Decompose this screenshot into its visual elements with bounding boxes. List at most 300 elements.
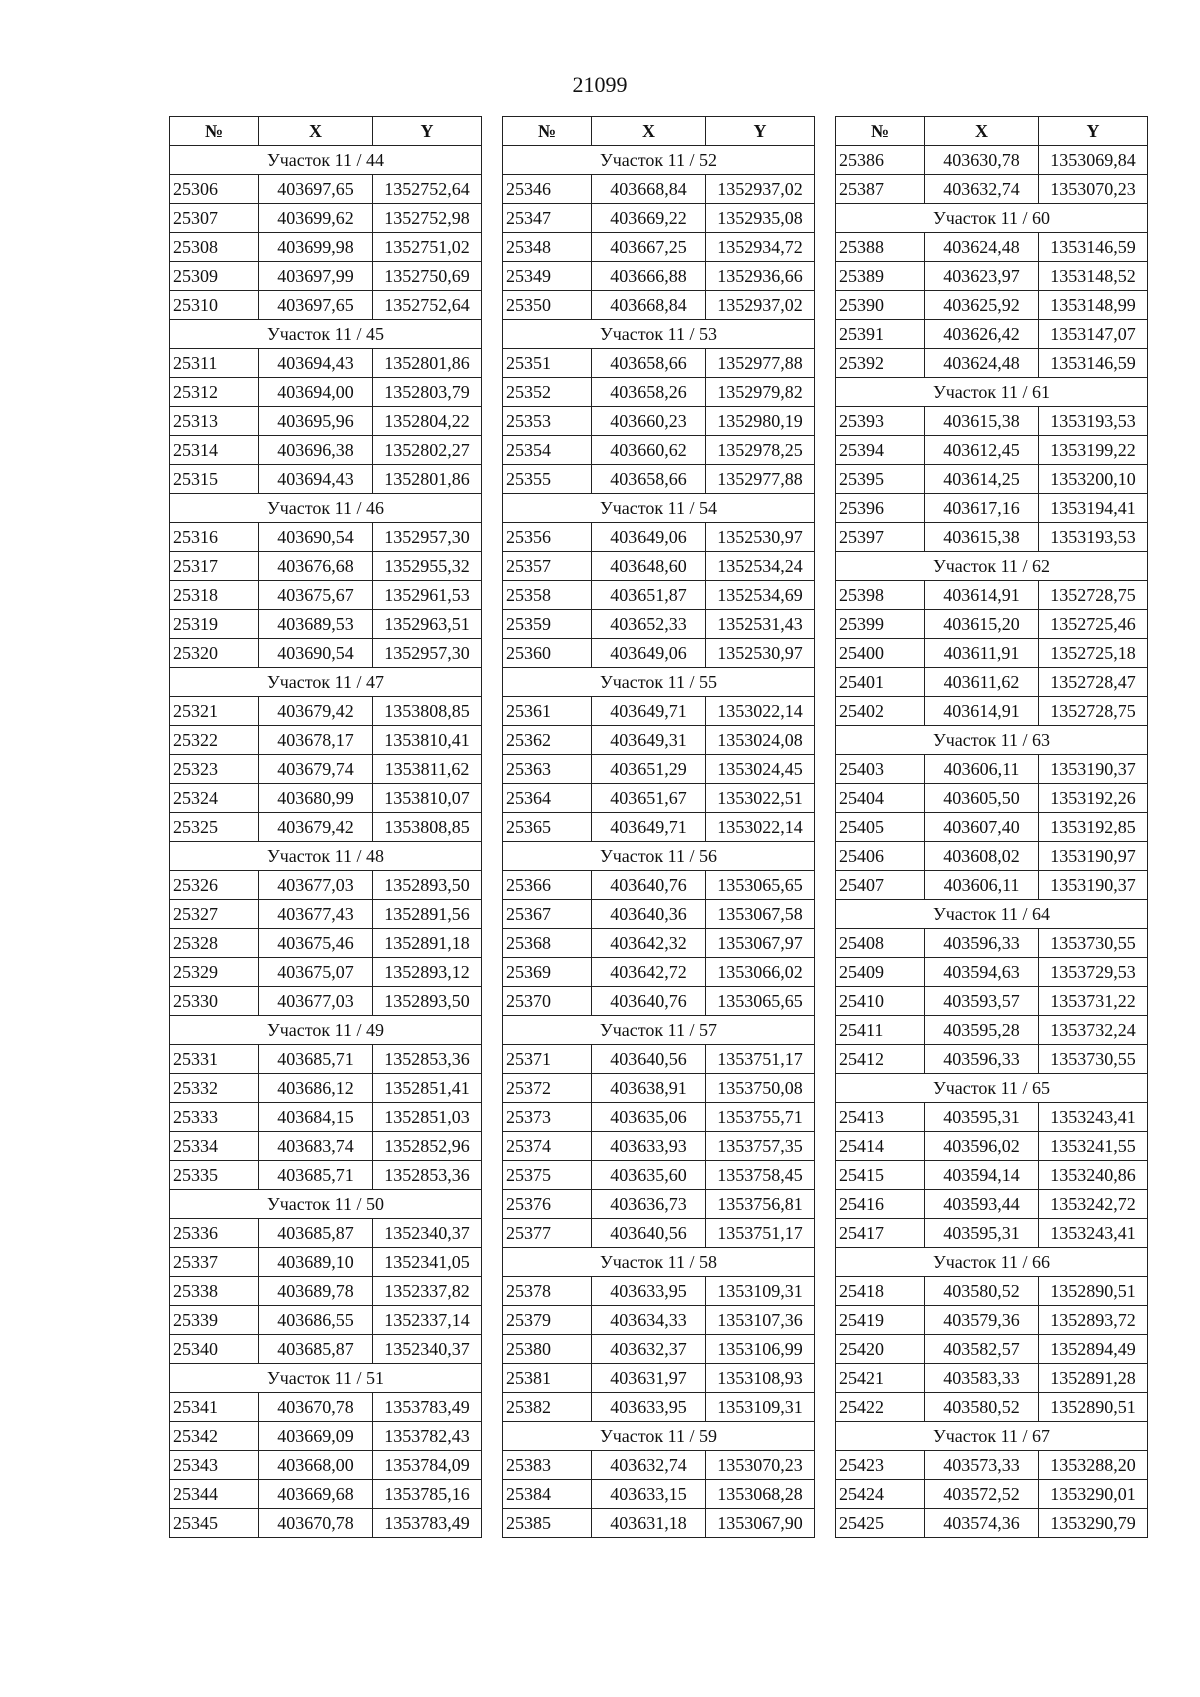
table-row	[836, 407, 1148, 436]
table-row	[503, 987, 815, 1016]
table-row	[836, 1451, 1148, 1480]
point-number-cell: 25368	[503, 929, 592, 958]
table-row	[836, 1364, 1148, 1393]
point-number-cell: 25321	[170, 697, 259, 726]
x-coordinate-cell: 403648,60	[592, 552, 706, 581]
section-title: Участок 11 / 47	[170, 668, 482, 697]
point-number-cell: 25320	[170, 639, 259, 668]
x-coordinate-cell: 403640,76	[592, 871, 706, 900]
x-coordinate-cell: 403635,06	[592, 1103, 706, 1132]
section-title: Участок 11 / 49	[170, 1016, 482, 1045]
section-title: Участок 11 / 60	[836, 204, 1148, 233]
table-row	[836, 581, 1148, 610]
x-coordinate-cell: 403660,23	[592, 407, 706, 436]
section-title: Участок 11 / 51	[170, 1364, 482, 1393]
table-row	[836, 784, 1148, 813]
point-number-cell: 25425	[836, 1509, 925, 1538]
table-row	[170, 407, 482, 436]
point-number-cell: 25328	[170, 929, 259, 958]
x-coordinate-cell: 403670,78	[259, 1509, 373, 1538]
table-row	[503, 1335, 815, 1364]
table-row	[170, 929, 482, 958]
y-coordinate-cell: 1353024,45	[706, 755, 815, 784]
table-row	[836, 958, 1148, 987]
x-coordinate-cell: 403631,18	[592, 1509, 706, 1538]
table-row	[836, 1335, 1148, 1364]
x-coordinate-cell: 403635,60	[592, 1161, 706, 1190]
y-coordinate-cell: 1353190,97	[1039, 842, 1148, 871]
section-row	[836, 1248, 1148, 1277]
point-number-cell: 25372	[503, 1074, 592, 1103]
x-coordinate-cell: 403606,11	[925, 755, 1039, 784]
point-number-cell: 25308	[170, 233, 259, 262]
section-row	[503, 146, 815, 175]
table-row	[170, 1219, 482, 1248]
x-coordinate-cell: 403642,72	[592, 958, 706, 987]
y-coordinate-cell: 1352752,98	[373, 204, 482, 233]
x-coordinate-cell: 403594,63	[925, 958, 1039, 987]
y-coordinate-cell: 1353730,55	[1039, 929, 1148, 958]
point-number-cell: 25412	[836, 1045, 925, 1074]
section-title: Участок 11 / 67	[836, 1422, 1148, 1451]
x-coordinate-cell: 403649,31	[592, 726, 706, 755]
point-number-cell: 25395	[836, 465, 925, 494]
y-coordinate-cell: 1352955,32	[373, 552, 482, 581]
y-coordinate-cell: 1352980,19	[706, 407, 815, 436]
x-coordinate-cell: 403670,78	[259, 1393, 373, 1422]
table-row	[503, 1480, 815, 1509]
table-header-row	[836, 117, 1148, 146]
y-coordinate-cell: 1353785,16	[373, 1480, 482, 1509]
x-coordinate-cell: 403631,97	[592, 1364, 706, 1393]
y-coordinate-cell: 1352890,51	[1039, 1393, 1148, 1422]
section-title: Участок 11 / 65	[836, 1074, 1148, 1103]
table-row	[503, 233, 815, 262]
y-coordinate-cell: 1353290,79	[1039, 1509, 1148, 1538]
table-row	[170, 610, 482, 639]
point-number-cell: 25415	[836, 1161, 925, 1190]
y-coordinate-cell: 1353146,59	[1039, 349, 1148, 378]
x-coordinate-cell: 403679,42	[259, 697, 373, 726]
y-coordinate-cell: 1352961,53	[373, 581, 482, 610]
y-coordinate-cell: 1352725,18	[1039, 639, 1148, 668]
y-coordinate-cell: 1353148,99	[1039, 291, 1148, 320]
section-row	[170, 668, 482, 697]
y-coordinate-cell: 1353070,23	[706, 1451, 815, 1480]
x-coordinate-cell: 403640,56	[592, 1045, 706, 1074]
x-coordinate-cell: 403697,99	[259, 262, 373, 291]
y-coordinate-cell: 1352337,82	[373, 1277, 482, 1306]
x-coordinate-cell: 403632,37	[592, 1335, 706, 1364]
table-row	[503, 465, 815, 494]
table-row	[170, 1306, 482, 1335]
y-coordinate-cell: 1352937,02	[706, 175, 815, 204]
section-title: Участок 11 / 55	[503, 668, 815, 697]
x-coordinate-cell: 403640,76	[592, 987, 706, 1016]
table-row	[836, 813, 1148, 842]
table-row	[170, 1248, 482, 1277]
y-coordinate-cell: 1353756,81	[706, 1190, 815, 1219]
table-row	[503, 726, 815, 755]
table-row	[170, 175, 482, 204]
y-coordinate-cell: 1352851,03	[373, 1103, 482, 1132]
point-number-cell: 25324	[170, 784, 259, 813]
point-number-cell: 25384	[503, 1480, 592, 1509]
y-coordinate-cell: 1353241,55	[1039, 1132, 1148, 1161]
point-number-cell: 25336	[170, 1219, 259, 1248]
section-row	[503, 1248, 815, 1277]
y-coordinate-cell: 1352801,86	[373, 465, 482, 494]
y-coordinate-cell: 1352963,51	[373, 610, 482, 639]
y-coordinate-cell: 1353751,17	[706, 1219, 815, 1248]
point-number-cell: 25380	[503, 1335, 592, 1364]
point-number-cell: 25402	[836, 697, 925, 726]
table-row	[836, 233, 1148, 262]
x-coordinate-cell: 403596,02	[925, 1132, 1039, 1161]
x-coordinate-cell: 403593,57	[925, 987, 1039, 1016]
table-row	[503, 378, 815, 407]
x-coordinate-cell: 403649,06	[592, 639, 706, 668]
point-number-cell: 25397	[836, 523, 925, 552]
table-row	[503, 552, 815, 581]
y-coordinate-cell: 1352802,27	[373, 436, 482, 465]
x-coordinate-cell: 403694,43	[259, 465, 373, 494]
table-row	[503, 349, 815, 378]
x-coordinate-cell: 403668,84	[592, 175, 706, 204]
y-coordinate-cell: 1353731,22	[1039, 987, 1148, 1016]
y-coordinate-cell: 1353107,36	[706, 1306, 815, 1335]
x-coordinate-cell: 403596,33	[925, 1045, 1039, 1074]
y-coordinate-cell: 1353066,02	[706, 958, 815, 987]
point-number-cell: 25358	[503, 581, 592, 610]
x-coordinate-cell: 403633,95	[592, 1393, 706, 1422]
x-coordinate-cell: 403593,44	[925, 1190, 1039, 1219]
table-row	[836, 1045, 1148, 1074]
table-row	[836, 436, 1148, 465]
table-row	[503, 1103, 815, 1132]
y-coordinate-cell: 1352852,96	[373, 1132, 482, 1161]
y-coordinate-cell: 1353069,84	[1039, 146, 1148, 175]
y-coordinate-cell: 1353106,99	[706, 1335, 815, 1364]
point-number-cell: 25376	[503, 1190, 592, 1219]
x-coordinate-cell: 403579,36	[925, 1306, 1039, 1335]
point-number-cell: 25409	[836, 958, 925, 987]
table-row	[170, 987, 482, 1016]
point-number-cell: 25411	[836, 1016, 925, 1045]
section-row	[836, 726, 1148, 755]
x-coordinate-cell: 403594,14	[925, 1161, 1039, 1190]
point-number-cell: 25306	[170, 175, 259, 204]
section-row	[836, 204, 1148, 233]
y-coordinate-cell: 1352531,43	[706, 610, 815, 639]
point-number-cell: 25413	[836, 1103, 925, 1132]
x-coordinate-cell: 403660,62	[592, 436, 706, 465]
point-number-cell: 25311	[170, 349, 259, 378]
y-coordinate-cell: 1353243,41	[1039, 1103, 1148, 1132]
point-number-cell: 25344	[170, 1480, 259, 1509]
y-coordinate-cell: 1353065,65	[706, 987, 815, 1016]
x-coordinate-cell: 403699,98	[259, 233, 373, 262]
x-coordinate-cell: 403683,74	[259, 1132, 373, 1161]
point-number-cell: 25333	[170, 1103, 259, 1132]
point-number-cell: 25403	[836, 755, 925, 784]
x-coordinate-cell: 403686,12	[259, 1074, 373, 1103]
table-row	[170, 871, 482, 900]
table-row	[503, 291, 815, 320]
x-coordinate-cell: 403633,15	[592, 1480, 706, 1509]
section-row	[170, 1364, 482, 1393]
x-coordinate-cell: 403640,56	[592, 1219, 706, 1248]
y-coordinate-cell: 1353751,17	[706, 1045, 815, 1074]
point-number-cell: 25346	[503, 175, 592, 204]
x-coordinate-cell: 403651,29	[592, 755, 706, 784]
table-row	[836, 842, 1148, 871]
section-row	[503, 320, 815, 349]
x-coordinate-cell: 403696,38	[259, 436, 373, 465]
section-title: Участок 11 / 58	[503, 1248, 815, 1277]
point-number-cell: 25355	[503, 465, 592, 494]
table-row	[170, 697, 482, 726]
y-coordinate-cell: 1353757,35	[706, 1132, 815, 1161]
point-number-cell: 25325	[170, 813, 259, 842]
point-number-cell: 25313	[170, 407, 259, 436]
y-coordinate-cell: 1352977,88	[706, 349, 815, 378]
table-row	[836, 929, 1148, 958]
x-coordinate-cell: 403582,57	[925, 1335, 1039, 1364]
point-number-cell: 25329	[170, 958, 259, 987]
y-coordinate-cell: 1353067,90	[706, 1509, 815, 1538]
table-row	[836, 1016, 1148, 1045]
x-coordinate-cell: 403636,73	[592, 1190, 706, 1219]
point-number-cell: 25366	[503, 871, 592, 900]
y-coordinate-cell: 1353070,23	[1039, 175, 1148, 204]
section-row	[170, 320, 482, 349]
table-row	[836, 610, 1148, 639]
section-title: Участок 11 / 50	[170, 1190, 482, 1219]
x-coordinate-cell: 403677,43	[259, 900, 373, 929]
y-coordinate-cell: 1353288,20	[1039, 1451, 1148, 1480]
x-coordinate-cell: 403583,33	[925, 1364, 1039, 1393]
x-coordinate-cell: 403686,55	[259, 1306, 373, 1335]
point-number-cell: 25375	[503, 1161, 592, 1190]
point-number-cell: 25362	[503, 726, 592, 755]
section-row	[170, 842, 482, 871]
point-number-cell: 25399	[836, 610, 925, 639]
x-coordinate-cell: 403580,52	[925, 1277, 1039, 1306]
y-coordinate-cell: 1353067,97	[706, 929, 815, 958]
y-coordinate-cell: 1352934,72	[706, 233, 815, 262]
x-coordinate-cell: 403615,38	[925, 523, 1039, 552]
point-number-cell: 25312	[170, 378, 259, 407]
point-number-cell: 25406	[836, 842, 925, 871]
y-coordinate-cell: 1353783,49	[373, 1393, 482, 1422]
section-title: Участок 11 / 63	[836, 726, 1148, 755]
table-row	[503, 1045, 815, 1074]
point-number-cell: 25393	[836, 407, 925, 436]
point-number-cell: 25421	[836, 1364, 925, 1393]
table-row	[836, 175, 1148, 204]
table-row	[503, 1132, 815, 1161]
y-coordinate-cell: 1353190,37	[1039, 755, 1148, 784]
x-coordinate-cell: 403625,92	[925, 291, 1039, 320]
y-coordinate-cell: 1353240,86	[1039, 1161, 1148, 1190]
x-coordinate-cell: 403611,62	[925, 668, 1039, 697]
x-coordinate-cell: 403617,16	[925, 494, 1039, 523]
x-coordinate-cell: 403667,25	[592, 233, 706, 262]
point-number-cell: 25354	[503, 436, 592, 465]
x-coordinate-cell: 403697,65	[259, 175, 373, 204]
point-number-cell: 25387	[836, 175, 925, 204]
section-row	[170, 146, 482, 175]
table-row	[836, 1277, 1148, 1306]
table-row	[170, 1277, 482, 1306]
table-row	[836, 465, 1148, 494]
y-coordinate-cell: 1352893,50	[373, 871, 482, 900]
point-number-cell: 25359	[503, 610, 592, 639]
x-coordinate-cell: 403666,88	[592, 262, 706, 291]
y-coordinate-cell: 1353811,62	[373, 755, 482, 784]
x-coordinate-cell: 403651,87	[592, 581, 706, 610]
point-number-cell: 25378	[503, 1277, 592, 1306]
table-row	[503, 755, 815, 784]
table-row	[170, 349, 482, 378]
table-row	[836, 494, 1148, 523]
y-coordinate-cell: 1352750,69	[373, 262, 482, 291]
table-row	[836, 987, 1148, 1016]
table-row	[503, 900, 815, 929]
x-coordinate-cell: 403632,74	[592, 1451, 706, 1480]
table-row	[170, 233, 482, 262]
x-coordinate-cell: 403695,96	[259, 407, 373, 436]
table-row	[503, 958, 815, 987]
x-coordinate-cell: 403658,66	[592, 465, 706, 494]
y-coordinate-cell: 1352752,64	[373, 175, 482, 204]
x-coordinate-cell: 403606,11	[925, 871, 1039, 900]
point-number-cell: 25352	[503, 378, 592, 407]
section-title: Участок 11 / 56	[503, 842, 815, 871]
table-row	[503, 1219, 815, 1248]
table-row	[170, 958, 482, 987]
x-coordinate-cell: 403651,67	[592, 784, 706, 813]
table-row	[170, 1335, 482, 1364]
y-coordinate-cell: 1353193,53	[1039, 523, 1148, 552]
y-coordinate-cell: 1353194,41	[1039, 494, 1148, 523]
table-row	[836, 1306, 1148, 1335]
point-number-cell: 25341	[170, 1393, 259, 1422]
section-title: Участок 11 / 66	[836, 1248, 1148, 1277]
y-coordinate-cell: 1353022,14	[706, 813, 815, 842]
y-coordinate-cell: 1353758,45	[706, 1161, 815, 1190]
x-coordinate-cell: 403608,02	[925, 842, 1039, 871]
point-number-cell: 25310	[170, 291, 259, 320]
y-coordinate-cell: 1352890,51	[1039, 1277, 1148, 1306]
table-row	[836, 1161, 1148, 1190]
y-coordinate-cell: 1353109,31	[706, 1393, 815, 1422]
x-coordinate-cell: 403675,67	[259, 581, 373, 610]
x-coordinate-cell: 403580,52	[925, 1393, 1039, 1422]
x-coordinate-cell: 403595,31	[925, 1219, 1039, 1248]
table-row	[503, 1393, 815, 1422]
table-row	[170, 378, 482, 407]
y-coordinate-cell: 1353068,28	[706, 1480, 815, 1509]
y-coordinate-cell: 1352979,82	[706, 378, 815, 407]
table-row	[170, 639, 482, 668]
table-row	[836, 1219, 1148, 1248]
table-row	[170, 1103, 482, 1132]
point-number-cell: 25419	[836, 1306, 925, 1335]
y-coordinate-cell: 1352530,97	[706, 523, 815, 552]
x-coordinate-cell: 403675,46	[259, 929, 373, 958]
point-number-cell: 25343	[170, 1451, 259, 1480]
y-coordinate-cell: 1352894,49	[1039, 1335, 1148, 1364]
y-coordinate-cell: 1353808,85	[373, 813, 482, 842]
x-coordinate-cell: 403595,31	[925, 1103, 1039, 1132]
section-title: Участок 11 / 48	[170, 842, 482, 871]
point-number-cell: 25416	[836, 1190, 925, 1219]
x-coordinate-cell: 403679,42	[259, 813, 373, 842]
table-row	[503, 929, 815, 958]
point-number-cell: 25420	[836, 1335, 925, 1364]
point-number-cell: 25331	[170, 1045, 259, 1074]
point-number-cell: 25422	[836, 1393, 925, 1422]
point-number-cell: 25319	[170, 610, 259, 639]
table-row	[170, 1509, 482, 1538]
point-number-cell: 25350	[503, 291, 592, 320]
table-row	[170, 1132, 482, 1161]
table-header-row	[170, 117, 482, 146]
y-coordinate-cell: 1352957,30	[373, 639, 482, 668]
point-number-cell: 25401	[836, 668, 925, 697]
table-row	[503, 1277, 815, 1306]
point-number-cell: 25335	[170, 1161, 259, 1190]
x-coordinate-cell: 403694,43	[259, 349, 373, 378]
table-row	[836, 349, 1148, 378]
y-coordinate-cell: 1352534,69	[706, 581, 815, 610]
point-number-cell: 25318	[170, 581, 259, 610]
point-number-cell: 25367	[503, 900, 592, 929]
x-coordinate-cell: 403615,38	[925, 407, 1039, 436]
table-row	[836, 1480, 1148, 1509]
table-row	[836, 523, 1148, 552]
table-row	[170, 1393, 482, 1422]
coordinates-table-1	[169, 116, 482, 1538]
y-coordinate-cell: 1353730,55	[1039, 1045, 1148, 1074]
y-coordinate-cell: 1352853,36	[373, 1161, 482, 1190]
point-number-cell: 25361	[503, 697, 592, 726]
section-row	[503, 842, 815, 871]
section-row	[503, 1422, 815, 1451]
point-number-cell: 25400	[836, 639, 925, 668]
table-row	[503, 1306, 815, 1335]
y-coordinate-cell: 1353192,26	[1039, 784, 1148, 813]
y-coordinate-cell: 1352728,47	[1039, 668, 1148, 697]
section-title: Участок 11 / 53	[503, 320, 815, 349]
x-coordinate-cell: 403614,91	[925, 697, 1039, 726]
table-row	[836, 871, 1148, 900]
section-title: Участок 11 / 45	[170, 320, 482, 349]
table-row	[170, 1161, 482, 1190]
point-number-cell: 25379	[503, 1306, 592, 1335]
x-coordinate-cell: 403626,42	[925, 320, 1039, 349]
point-number-cell: 25332	[170, 1074, 259, 1103]
x-coordinate-cell: 403668,84	[592, 291, 706, 320]
table-row	[170, 465, 482, 494]
table-row	[170, 552, 482, 581]
y-coordinate-cell: 1352728,75	[1039, 581, 1148, 610]
x-coordinate-cell: 403632,74	[925, 175, 1039, 204]
x-coordinate-cell: 403658,66	[592, 349, 706, 378]
point-number-cell: 25315	[170, 465, 259, 494]
